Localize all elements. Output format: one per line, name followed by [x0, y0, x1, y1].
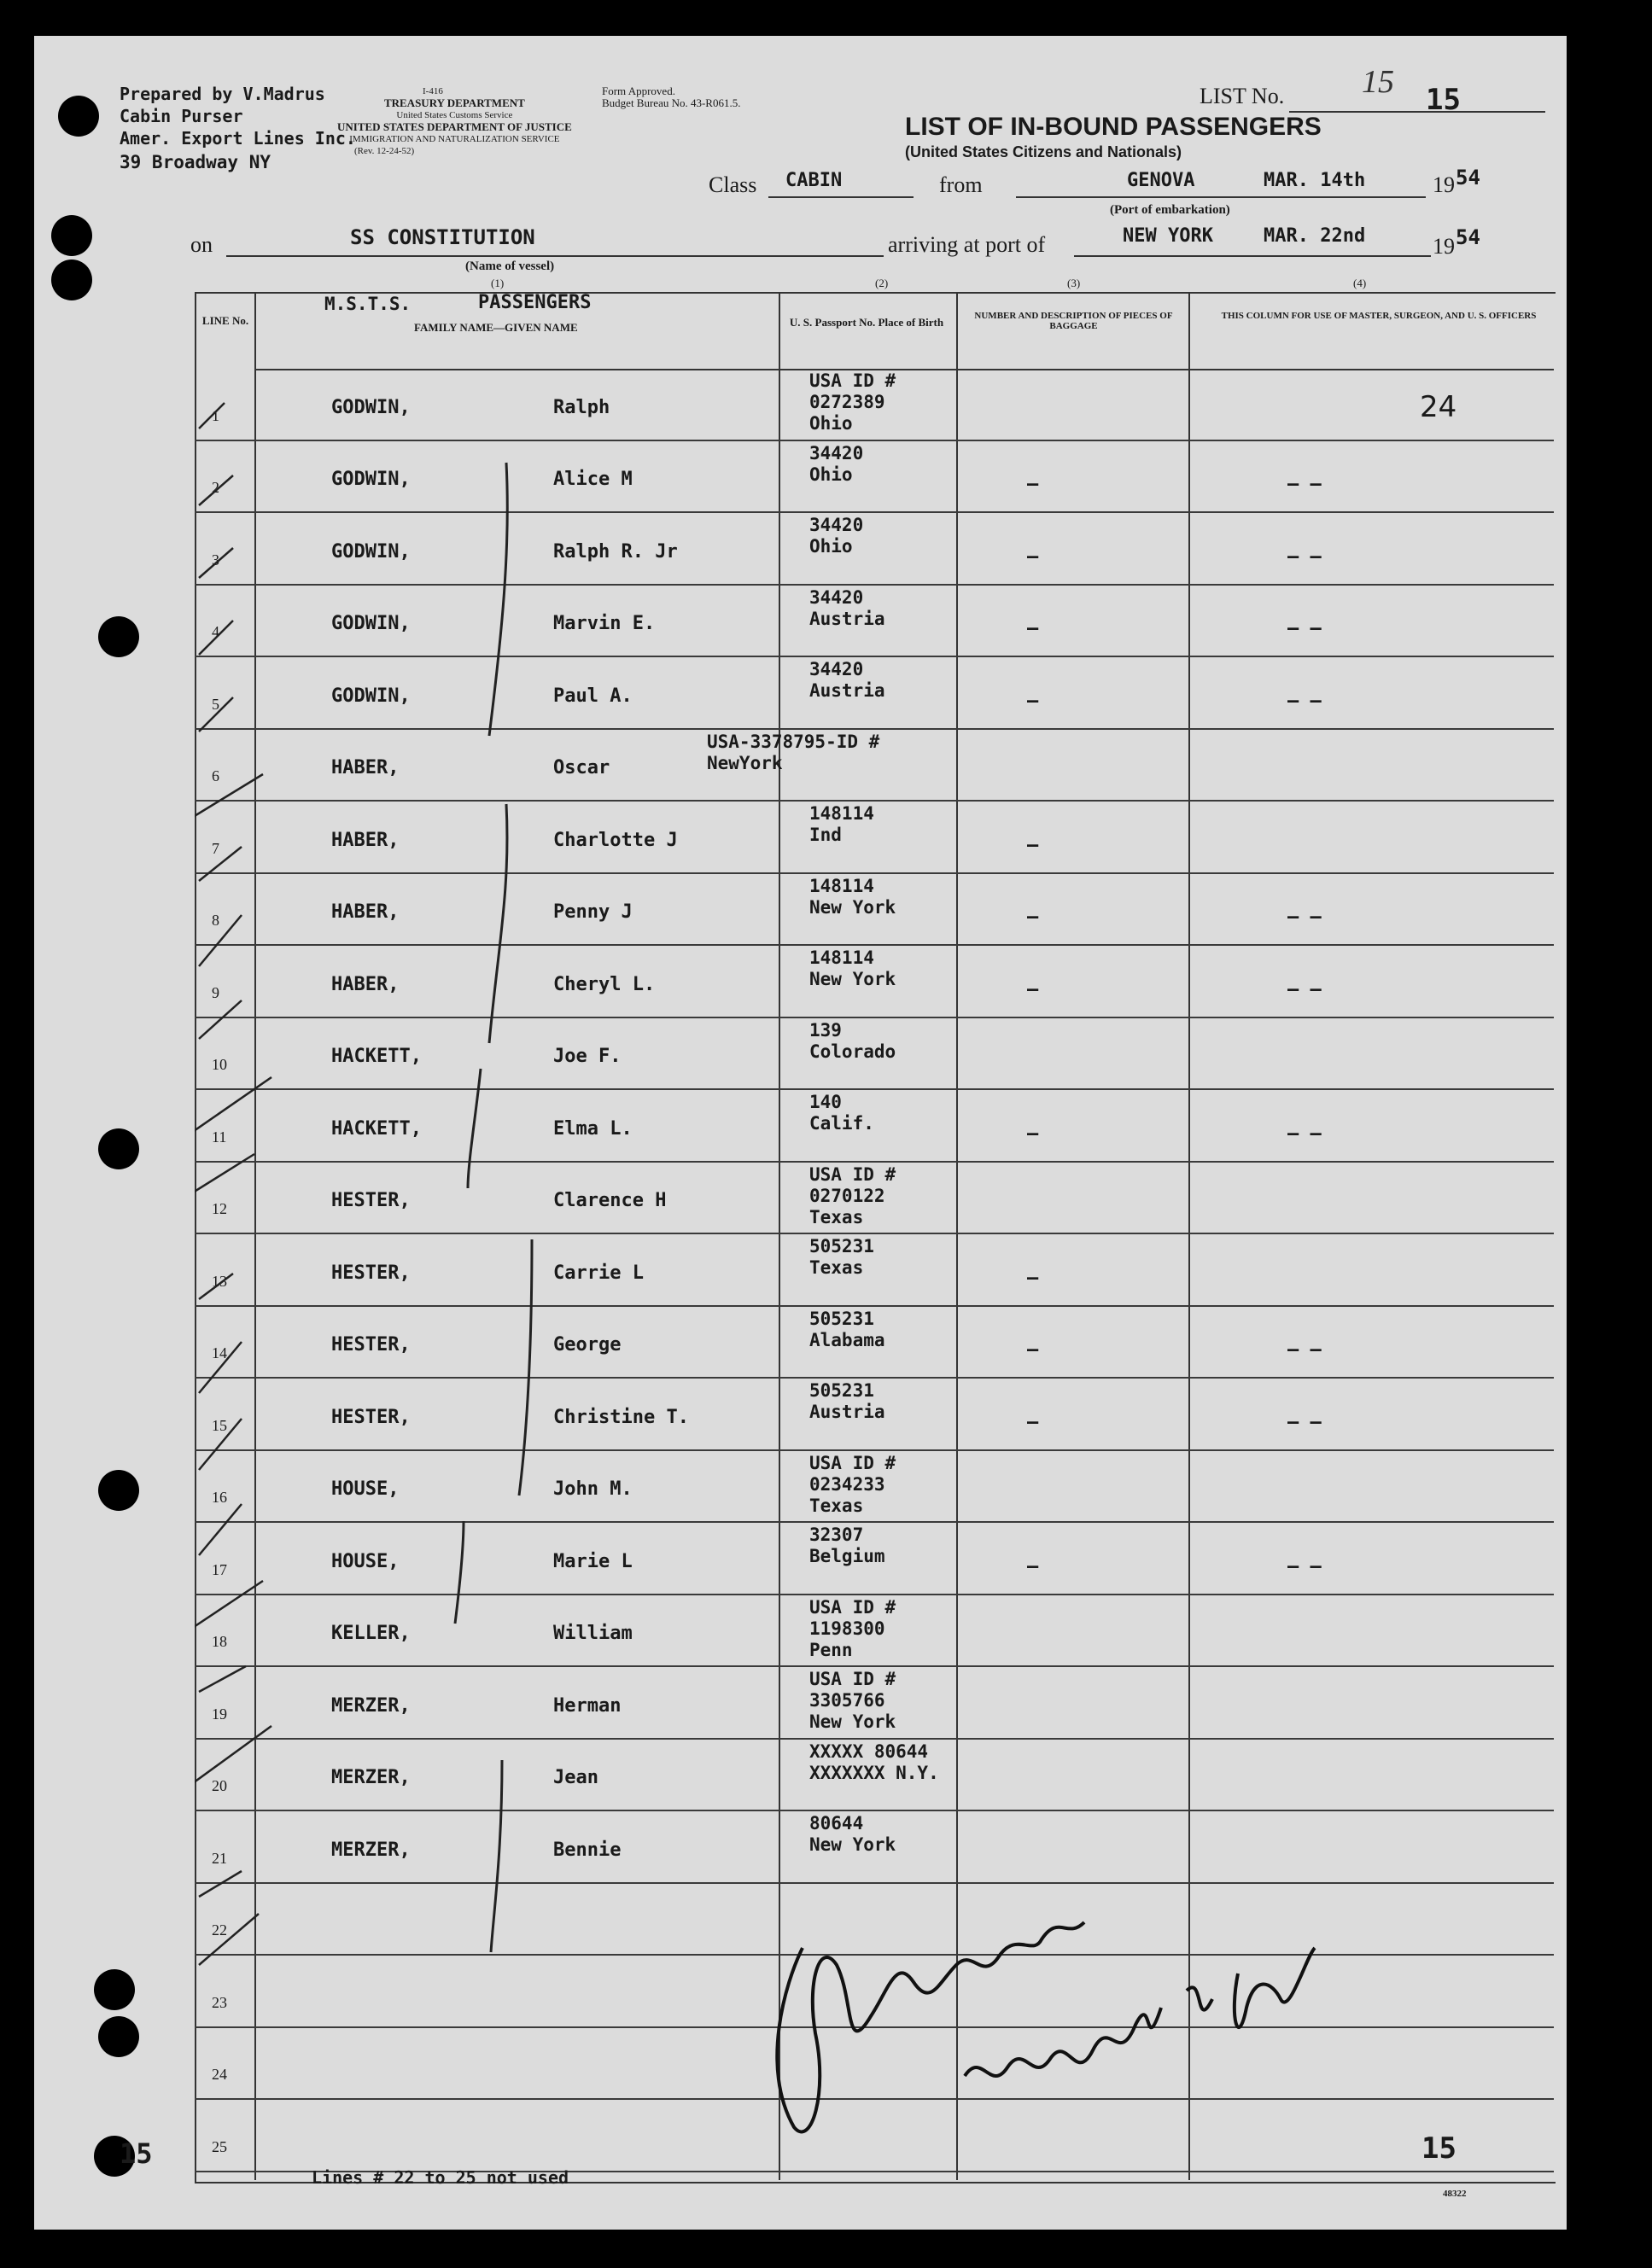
budget-bureau: Budget Bureau No. 43-R061.5.	[602, 96, 741, 109]
line-number: 17	[212, 1560, 227, 1578]
baggage-entry: –	[1027, 618, 1039, 639]
passport-place: USA ID # 0272389 Ohio	[809, 370, 896, 434]
family-name: MERZER,	[331, 1694, 411, 1717]
line-number: 12	[212, 1200, 227, 1217]
year-1: 54	[1456, 166, 1480, 189]
baggage-entry: –	[1027, 1411, 1039, 1433]
passport-place: USA ID # 3305766 New York	[809, 1669, 896, 1732]
officer-entry: – –	[1287, 1555, 1322, 1577]
arrival-underline	[1074, 255, 1431, 257]
baggage-entry: –	[1027, 834, 1039, 856]
list-no-underline	[1289, 111, 1545, 113]
line-number: 2	[212, 479, 219, 496]
form-approved-text: Form Approved.	[602, 85, 675, 97]
year-prefix-1: 19	[1433, 172, 1455, 197]
vessel-caption: (Name of vessel)	[465, 259, 555, 273]
passport-place: 80644 New York	[809, 1813, 896, 1855]
baggage-entry: –	[1027, 978, 1039, 1000]
given-name: Charlotte J	[553, 829, 678, 851]
passport-place: 34420 Austria	[809, 659, 885, 701]
class-underline	[768, 196, 914, 198]
form-approved	[602, 85, 740, 109]
officer-entry: – –	[1287, 1411, 1322, 1433]
col4-number: (4)	[1353, 277, 1367, 289]
header-line-no: LINE No.	[201, 314, 249, 327]
left-stamp-number: 15	[120, 2137, 153, 2170]
line-number: 5	[212, 695, 219, 713]
given-name: Marvin E.	[553, 613, 656, 634]
col1-number: (1)	[491, 277, 505, 289]
given-name: Penny J	[553, 901, 633, 923]
punch-hole	[98, 1128, 139, 1169]
family-name: HESTER,	[331, 1262, 411, 1284]
form-code: 48322	[1443, 2189, 1467, 2199]
passport-place: 148114 Ind	[809, 803, 874, 845]
family-name: HOUSE,	[331, 1478, 400, 1500]
passport-place: 34420 Ohio	[809, 515, 864, 557]
header-baggage: NUMBER AND DESCRIPTION OF PIECES OF BAGGAGE	[974, 311, 1173, 331]
passport-place: USA ID # 1198300 Penn	[809, 1596, 896, 1660]
col3-number: (3)	[1067, 277, 1081, 289]
baggage-entry: –	[1027, 1267, 1039, 1289]
prepared-line-1: Prepared by V.Madrus	[120, 84, 325, 104]
line-number: 3	[212, 551, 219, 568]
baggage-entry: –	[1027, 907, 1039, 928]
given-name: Elma L.	[553, 1117, 633, 1140]
passport-place: USA ID # 0234233 Texas	[809, 1452, 896, 1516]
baggage-entry: –	[1027, 474, 1039, 495]
family-name: KELLER,	[331, 1623, 411, 1644]
passport-place: 148114 New York	[809, 875, 896, 918]
family-name: GODWIN,	[331, 396, 411, 418]
line-number: 25	[212, 2137, 227, 2155]
baggage-entry: –	[1027, 1339, 1039, 1361]
unused-lines-note: Lines # 22 to 25 not used	[312, 2167, 569, 2188]
given-name: Carrie L	[553, 1262, 644, 1284]
page-subtitle: (United States Citizens and Nationals)	[905, 143, 1182, 160]
port-caption: (Port of embarkation)	[1110, 203, 1230, 217]
punch-hole	[98, 2016, 139, 2057]
year-prefix-2: 19	[1433, 234, 1455, 259]
given-name: Alice M	[553, 469, 633, 490]
family-name: GODWIN,	[331, 540, 411, 563]
given-name: Clarence H	[553, 1190, 667, 1211]
passport-place: 34420 Austria	[809, 586, 885, 629]
line-number: 24	[212, 2066, 227, 2083]
from-underline	[1016, 196, 1426, 198]
header-passengers: PASSENGERS	[478, 292, 592, 313]
line-number: 20	[212, 1777, 227, 1794]
on-label: on	[190, 232, 213, 257]
given-name: Marie L	[553, 1550, 633, 1572]
arrival-port: NEW YORK	[1123, 225, 1213, 247]
line-number: 6	[212, 767, 219, 784]
officer-entry: – –	[1287, 474, 1322, 495]
family-name: GODWIN,	[331, 613, 411, 634]
given-name: Ralph R. Jr	[553, 540, 678, 563]
passport-place: 505231 Texas	[809, 1236, 874, 1278]
family-name: HABER,	[331, 973, 400, 995]
family-name: HESTER,	[331, 1190, 411, 1211]
line-number: 1	[212, 406, 219, 424]
arrival-date: MAR. 22nd	[1264, 225, 1366, 247]
year-2: 54	[1456, 225, 1480, 249]
passport-place: USA ID # 0270122 Texas	[809, 1163, 896, 1227]
line-number: 13	[212, 1272, 227, 1290]
agency-block	[337, 85, 572, 157]
header-msts: M.S.T.S.	[324, 294, 412, 314]
list-no-typed: 15	[1426, 83, 1461, 117]
given-name: Joe F.	[553, 1046, 622, 1067]
line-number: 11	[212, 1128, 227, 1146]
given-name: George	[553, 1334, 622, 1356]
passport-place: 34420 Ohio	[809, 442, 864, 485]
passport-place: 505231 Alabama	[809, 1308, 885, 1350]
baggage-entry: –	[1027, 690, 1039, 712]
baggage-entry: –	[1027, 1555, 1039, 1577]
line-number: 21	[212, 1849, 227, 1867]
passport-place: 148114 New York	[809, 947, 896, 989]
officer-entry: – –	[1287, 978, 1322, 1000]
baggage-entry: –	[1027, 1122, 1039, 1145]
arriving-label: arriving at port of	[888, 232, 1046, 257]
officer-entry: – –	[1287, 690, 1322, 712]
line-number: 4	[212, 623, 219, 640]
family-name: HACKETT,	[331, 1117, 422, 1140]
from-port: GENOVA	[1127, 170, 1195, 191]
header-family-given: FAMILY NAME—GIVEN NAME	[414, 321, 578, 334]
punch-hole	[98, 616, 139, 657]
given-name: Jean	[553, 1767, 598, 1788]
line-number: 19	[212, 1705, 227, 1723]
given-name: Cheryl L.	[553, 973, 656, 995]
line-number: 9	[212, 983, 219, 1001]
family-name: HACKETT,	[331, 1046, 422, 1067]
departure-date: MAR. 14th	[1264, 170, 1366, 191]
family-name: GODWIN,	[331, 685, 411, 707]
prepared-line-2: Cabin Purser	[120, 106, 243, 126]
given-name: Ralph	[553, 396, 610, 418]
line-number: 15	[212, 1416, 227, 1434]
family-name: MERZER,	[331, 1839, 411, 1861]
family-name: HOUSE,	[331, 1550, 400, 1572]
vessel-name: SS CONSTITUTION	[350, 225, 535, 249]
given-name: Christine T.	[553, 1406, 689, 1428]
punch-hole	[94, 1969, 135, 2010]
class-value: CABIN	[785, 170, 843, 191]
footer-page-number: 15	[1421, 2131, 1456, 2166]
line-number: 7	[212, 839, 219, 857]
header-officers: THIS COLUMN FOR USE OF MASTER, SURGEON, AND U. S. OFFICERS	[1221, 311, 1537, 321]
family-name: HABER,	[331, 757, 400, 778]
form-number: I-416	[423, 86, 443, 96]
agency-line-1: TREASURY DEPARTMENT	[383, 96, 525, 109]
family-name: GODWIN,	[331, 469, 411, 490]
passport-place: 139 Colorado	[809, 1019, 896, 1062]
family-name: HABER,	[331, 829, 400, 851]
form-revision: (Rev. 12-24-52)	[354, 146, 415, 156]
given-name: John M.	[553, 1478, 633, 1500]
class-label: Class	[709, 172, 757, 197]
prepared-by	[120, 83, 356, 173]
family-name: HESTER,	[331, 1334, 411, 1356]
officer-entry: 24	[1420, 389, 1457, 424]
officer-entry: – –	[1287, 1339, 1322, 1361]
baggage-entry: –	[1027, 545, 1039, 568]
line-number: 18	[212, 1633, 227, 1650]
punch-hole	[98, 1470, 139, 1511]
officer-entry: – –	[1287, 907, 1322, 928]
list-no-handwritten: 15	[1362, 64, 1394, 100]
manifest-sheet	[34, 36, 1567, 2230]
passport-place: 140 Calif.	[809, 1092, 874, 1134]
passport-place: XXXXX 80644 XXXXXXX N.Y.	[809, 1740, 939, 1783]
list-no-label: LIST No.	[1200, 84, 1285, 108]
vessel-underline	[226, 255, 884, 257]
line-number: 22	[212, 1921, 227, 1939]
punch-hole	[51, 259, 92, 300]
agency-line-2: United States Customs Service	[396, 110, 513, 120]
prepared-line-4: 39 Broadway NY	[120, 152, 271, 172]
line-number: 8	[212, 912, 219, 929]
line-number: 23	[212, 1993, 227, 2011]
page-title: LIST OF IN-BOUND PASSENGERS	[905, 113, 1322, 141]
passport-place: 505231 Austria	[809, 1380, 885, 1422]
punch-hole	[58, 96, 99, 137]
from-label: from	[939, 172, 983, 197]
col2-number: (2)	[875, 277, 889, 289]
prepared-line-3: Amer. Export Lines Inc.	[120, 128, 356, 149]
family-name: MERZER,	[331, 1767, 411, 1788]
punch-hole	[51, 215, 92, 256]
passport-place: USA-3378795-ID # NewYork	[707, 731, 880, 773]
agency-line-4: IMMIGRATION AND NATURALIZATION SERVICE	[349, 134, 560, 144]
officer-entry: – –	[1287, 545, 1322, 568]
family-name: HESTER,	[331, 1406, 411, 1428]
grouping-brackets	[195, 292, 1561, 2187]
agency-line-3: UNITED STATES DEPARTMENT OF JUSTICE	[337, 120, 572, 133]
given-name: William	[553, 1623, 633, 1644]
given-name: Paul A.	[553, 685, 633, 707]
given-name: Oscar	[553, 757, 610, 778]
header-passport: U. S. Passport No. Place of Birth	[789, 316, 944, 329]
officer-entry: – –	[1287, 1122, 1322, 1145]
given-name: Herman	[553, 1694, 622, 1717]
officer-entry: – –	[1287, 618, 1322, 639]
passport-place: 32307 Belgium	[809, 1525, 885, 1566]
line-number: 10	[212, 1056, 227, 1073]
family-name: HABER,	[331, 901, 400, 923]
line-number: 16	[212, 1489, 227, 1506]
line-number: 14	[212, 1344, 227, 1361]
given-name: Bennie	[553, 1839, 622, 1861]
